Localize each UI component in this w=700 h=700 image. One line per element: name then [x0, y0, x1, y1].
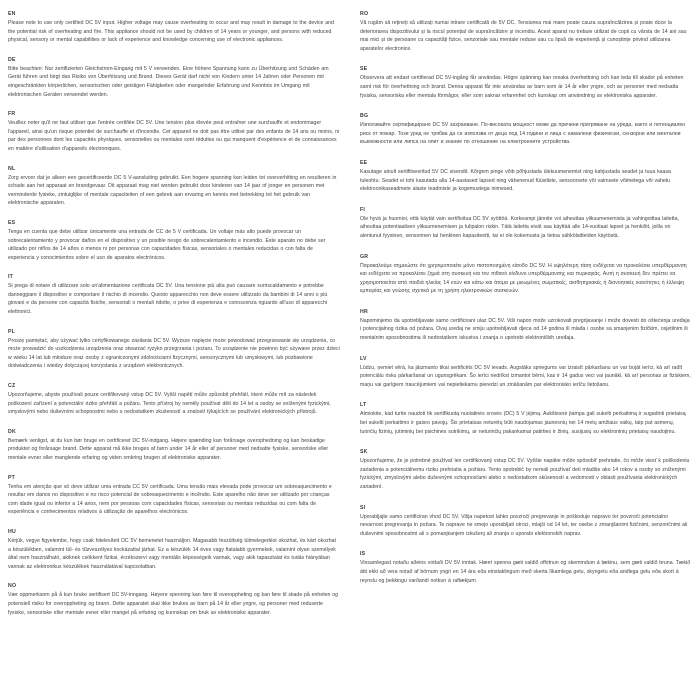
- language-code: ES: [8, 219, 16, 226]
- warning-text: Παρακαλούμε σημειώστε ότι χρησιμοποιείτε μόνο πιστοποιημένη είσοδο DC 5V. Η υψηλότερη τάση ενδέχεται να προκαλέσει υπερθέρμανση και ενδέχεται να προκαλέσει ζημιά στη συσκευή και τον πιθανό κίνδυνο υπερθέρμανσης και πυρκαγιάς. Αυτή η συσκευή δεν πρέπει να χρησιμοποιείται από παιδιά ηλικίας 14 ετών και κάτω και άτομα με μειωμένες σωματικές, αισθητηριακές ή διανοητικές ικανότητες ή έλλειψη εμπειρίας και γνώσης σχετικά με τη χρήση ηλεκτρονικών συσκευών.: [360, 262, 687, 295]
- language-section-it: [8, 274, 340, 316]
- warning-text: Napominjemo da upotrebljavate samo certificirani ulaz DC 5V. Viši napon može uzrokovati pregrijavanje i može dovesti do oštećenja uređaja i potencijalnog rizika od požara. Ovaj uređaj ne smiju upotrebljavati djeca od 14 godina ili mlađa i osobe sa smanjenim fizičkim, osjetilnim ili mentalnim sposobnostima ili nedostatkom iskustva i znanja o upotrebi elektroničkih uređaja.: [360, 317, 690, 342]
- language-section-bg: [360, 113, 692, 147]
- warning-text: Използвайте сертифицирано DC 5V захранване. По-високата мощност може да причини прегряване на уреда, както и потенциален риск от пожар. Този уред не трябва да се използва от деца под 14 години и лица с намалени физически, сензорни или ментални възможности или липса на опит и знание по отношение на електронните устройства.: [360, 122, 686, 146]
- warning-text: Vinsamlegast notaðu aðeins vottaði DV 5V inntak. Hærri spenna gæti valdið ofhitnun og skemmdum á tækinu, sem gæti valdið bruna. Tækið átti ekki að vera notað af börnum yngri en 14 ára eða einstaklingum með skerta líkamlega getu, skyngetu eða andlega getu eða skort á reynslu og þekkingu varðandi notkun á raftækjum.: [360, 560, 691, 584]
- warning-text: Proszę pamiętać, aby używać tylko certyfikowanego zasilania DC 5V. Wyższe napięcie może powodować przegrzewanie się urządzenia, co może prowadzić do uszkodzenia urządzenia oraz stwarzać ryzyko przegrzania i pożaru. To urządzenie nie powinno być używane przez dzieci w wieku 14 lat lub młodsze oraz osoby z ograniczonymi zdolnościami fizycznymi, sensorycznymi lub umysłowymi, lub pozbawione doświadczenia i wiedzy dotyczącej korzystania z urządzeń elektronicznych.: [8, 337, 340, 370]
- language-code: IS: [360, 551, 366, 558]
- warning-text: Bemærk venligst, at du kun bør bruge en certificeret DC 5V-indgang. Højere spænding kan forårsage overophedning og kan beskadige produktet og forårsage brand. Dette apparat må ikke bruges af børn under 14 år eller af personer med nedsatte fysiske, sensoriske eller mentale evner eller manglende erfaring og viden omkring brugen af elektroniske apparater.: [8, 437, 329, 461]
- warning-text: Kérjük, vegye figyelembe, hogy csak hitelesített DC 5V bemenetet használjon. Magasabb feszültség túlmelegedést okozhat, és kárt okozhat a készülékben, valamint túl- és tűzveszélyes kockázattal járhat. Ez a készülék 14 éves vagy fiatalabb gyermekek, valamint olyan személyek által nem használható, akiknek csökkent fizikai, érzékszervi vagy mentális képességeik vannak, vagy akik tapasztalat és tudás hiányában vannak az elektronikus készülékek használatával kapcsolatban.: [8, 537, 336, 570]
- language-section-se: [360, 66, 692, 100]
- language-code: EE: [360, 159, 368, 166]
- warning-text: Zorg ervoor dat je alleen een gecertificeerde DC 5 V-aansluiting gebruikt. Een hogere spanning kan leiden tot oververhitting en resulteren in schade aan het apparaat en brandgevaar. Dit apparaat mag niet worden gebruikt door kinderen van 14 jaar of jonger en personen met verminderde fysieke, zintuiglijke of mentale capaciteiten of een gebrek aan ervaring en kennis met betrekking tot het gebruik van elektronische apparaten.: [8, 174, 337, 207]
- left-column: [8, 11, 340, 700]
- language-code: CZ: [8, 383, 16, 390]
- language-code: LV: [360, 355, 367, 362]
- language-code: LT: [360, 402, 367, 409]
- language-section-ro: [360, 11, 692, 53]
- language-section-fr: [8, 111, 340, 153]
- right-column: [360, 11, 692, 700]
- language-code: SI: [360, 504, 366, 511]
- warning-text: Tenga en cuenta que debe utilizar únicamente una entrada de CC de 5 V certificada. Un voltaje más alto puede provocar un sobrecalentamiento y provocar daños en el dispositivo y un posible riesgo de sobrecalentamiento e incendio. Este aparato no debe ser utilizado por niños de 14 años o menos ni por personas con capacidades físicas, sensoriales o mentales reducidas o con falta de experiencia y conocimientos sobre el uso de aparatos electrónicos.: [8, 228, 326, 261]
- language-code: FR: [8, 111, 16, 118]
- language-section-hu: [8, 529, 340, 571]
- language-code: HR: [360, 308, 368, 315]
- warning-text: Uporabljajte samo certificiran vhod DC 5V. Višja napetost lahko povzroči pregrevanje in poškoduje napravo ter povzroči potencialno nevarnost pregrevanja in požara. Te naprave ne smejo uporabljati otroci, mlajši od 14 let, ter osebe z zmanjšanimi fizičnimi, senzoričnimi ali duševnimi sposobnostmi ali s pomanjkanjem izkušenj ali znanja o uporabi elektronskih naprav.: [360, 513, 688, 537]
- language-section-en: [8, 11, 340, 45]
- language-code: IT: [8, 274, 14, 281]
- warning-text: Kasutage ainult sertifitseeritud 5V DC sisendit. Kõrgem pinge võib põhjustada ülekuumenemist ning kahjustada seadet ja tuua kaasa tuleohtu. Seadet ei tohi kasutada alla 14-aastased lapsed ning vähenenud füüsiliste, sensoorsete või vaimsete võimetega või vahetu elektroonikaseadmete alaste teadmiste ja kogemustega inimesed.: [360, 168, 671, 193]
- language-section-sk: [360, 449, 692, 491]
- language-section-lv: [360, 356, 692, 390]
- warning-text: Please note to use only certified DC 5V input. Higher voltage may cause overheating to occur and may result in damage to the device and the potential risk of overheating and fire. This appliance should not be used by children of 14 years or younger, and persons with reduced physical, sensory or mental capabilities or lack of experience and knowledge concerning use of electronic appliances.: [8, 20, 334, 44]
- language-section-dk: [8, 429, 340, 463]
- language-section-fi: [360, 207, 692, 241]
- language-code: NO: [8, 583, 17, 590]
- warning-text: Lūdzu, ņemiet vērā, ka jāizmanto tikai sertificēts DC 5V ievads. Augstāks spriegums var izraisīt pārkaršanu un var bojāt ierīci, kā arī radīt potenciālu risku pārkaršanai un ugunsgrēkam. Šo ierīci nedrīkst izmantot bērni, kas ir 14 gadus veci vai jaunāki, kā arī personas ar fiziskiem, maņu vai garīgiem traucējumiem vai nepietiekamu pieredzi un zināšanām par elektronisko ierīču lietošanu.: [360, 364, 691, 388]
- warning-text: Si prega di notare di utilizzare solo un'alimentazione certificata DC 5V. Una tensione più alta può causare surriscaldamento e potrebbe danneggiare il dispositivo e comportare il rischio di incendio. Questo apparecchio non deve essere utilizzato da bambini di 14 anni o più giovani e da persone con capacità fisiche, sensoriali o mentali ridotte, o prive di esperienza e conoscenza riguardo all'uso di apparecchi elettronici.: [8, 283, 328, 316]
- language-section-pt: [8, 475, 340, 517]
- language-code: BG: [360, 113, 369, 120]
- language-section-nl: [8, 166, 340, 208]
- language-section-hr: [360, 309, 692, 343]
- language-code: SE: [360, 66, 368, 73]
- language-code: FI: [360, 206, 366, 213]
- language-section-gr: [360, 254, 692, 296]
- language-section-pl: [8, 329, 340, 371]
- warning-text: Atminkite, kad turite naudoti tik sertifikuotą nuolatinės srovės (DC) 5 V įėjimą. Aukštesnė įtampa gali sukelti perkaitimą ir sugadinti prietaisą bei sukelti perkaitimo ir gaisro pavojų. Šis prietaisas neturėtų būti naudojamas jaunesnių nei 14 metų amžiaus vaikų, taip pat asmenų, turinčių fizinių, jutiminių bei psichinės sutrikimų, ar neturinčių pakankamai patirties ir žinių, susijusių su elektroninių prietaisų naudojimu.: [360, 411, 686, 435]
- warning-text: Vă rugăm să rețineți să utilizați numai intrare certificată de 5V DC. Tensiunea mai mare poate cauza supraîncălzirea și poate duce la deteriorarea dispozitivului și la riscul potențial de supraîncălzire și incendiu. Acest aparat nu trebuie utilizat de copii cu vârsta de 14 ani sau mai mici și de persoane cu capacități fizice, senzoriale sau mentale reduse sau cu lipsă de experiență și cunoștințe privind utilizarea aparatelor electronice.: [360, 20, 687, 52]
- language-code: DE: [8, 56, 16, 63]
- language-code: PL: [8, 328, 16, 335]
- language-section-de: [8, 57, 340, 99]
- warning-text: Bitte beachten: Nur zertifizierten Gleichstrom-Eingang mit 5 V verwenden. Eine höhere Spannung kann zu Überhitzung und Schäden am Gerät führen und birgt das Risiko von Überhitzung und Brand. Dieses Gerät darf nicht von Kindern unter 14 Jahren oder Personen mit eingeschränkten körperlichen, sensorischen oder geistigen Fähigkeiten oder mangelnder Erfahrung und Kenntnis im Umgang mit elektronischen Geräten verwendet werden.: [8, 65, 329, 98]
- language-code: GR: [360, 253, 369, 260]
- language-code: SK: [360, 449, 368, 456]
- warning-text: Ole hyvä ja huomioi, että käytät vain sertifioitua DC 5V syöttöä. Korkeampi jännite voi aiheuttaa ylikuumenemista ja vahingoittaa laitetta, aiheuttaa potentiaalisen ylikuumenemisen ja tulipalon riskin. Tätä laitetta eivät saa käyttää alle 14-vuotiaat lapset ja henkilöt, joilla on alentunut fyysinen, sensorinen tai henkinen kapasiteetti, tai ei ole kokemusta ja tietoa sähkölaitteiden käytöstä.: [360, 215, 679, 239]
- warning-text: Vær oppmerksom på å kun bruke sertifisert DC 5V-inngang. Høyere spenning kan føre til overoppheting og kan føre til skade på enheten og potensiell risiko for overoppheting og brann. Dette apparatet skal ikke brukes av barn på 14 år eller yngre, og personer med reduserte fysiske, sensoriske eller mentale evner eller mangel på erfaring og kunnskap om bruk av elektroniske apparater.: [8, 592, 339, 616]
- warning-text: Tenha em atenção que só deve utilizar uma entrada CC 5V certificada. Uma tensão mais elevada pode provocar um sobreaquecimento e resultar em danos no dispositivo e no risco potencial de sobreaquecimento e incêndio. Este aparelho não deve ser utilizado por crianças com idade igual ou inferior a 14 anos, nem por pessoas com capacidades físicas, sensoriais ou mentais reduzidas ou com falta de experiência e conhecimentos relativos à utilização de aparelhos electrónicos.: [8, 483, 332, 516]
- language-section-si: [360, 505, 692, 539]
- warning-text: Upozorňujeme, abyste používali pouze certifikovaný vstup DC 5V. Vyšší napětí může způsobit přehřátí, které může mít za následek poškození zařízení a potenciální riziko přehřátí a požáru. Tento přístroj by neměly používat děti do 14 let a osoby se sníženými fyzickými, smyslovými nebo duševními schopnostmi nebo s nedostatkem zkušeností a znalostí týkajících se používání elektronických přístrojů.: [8, 392, 331, 416]
- language-code: EN: [8, 11, 16, 17]
- language-code: PT: [8, 474, 16, 481]
- warning-text: Upozorňujeme, že je potrebné používať len certifikovaný vstup DC 5V. Vyššie napätie môže spôsobiť prehriatie, čo môže viesť k poškodeniu zariadenia a potenciálnemu riziku prehriatia a požiaru. Tento spotrebič by nemali používať deti mladšie ako 14 rokov a osoby so zníženými fyzickými, zmyslovými alebo duševnými schopnosťami alebo s nedostatkom skúseností a vedomostí v oblasti používania elektronických zariadení.: [360, 458, 690, 490]
- language-section-cz: [8, 383, 340, 417]
- language-code: NL: [8, 165, 16, 172]
- language-code: RO: [360, 11, 369, 17]
- language-section-es: [8, 220, 340, 262]
- language-section-ee: [360, 160, 692, 194]
- warning-text: Veuillez noter qu'il ne faut utiliser que l'entrée certifiée DC 5V. Une tension plus élevée peut entraîner une surchauffe et endommager l'appareil, ainsi qu'un risque potentiel de surchauffe et d'incendie. Cet appareil ne doit pas être utilisé par des enfants de 14 ans ou moins, ni par des personnes dont les capacités physiques, sensorielles ou mentales sont réduites ou qui manquent d'expérience et de connaissances en matière d'utilisation d'appareils électroniques.: [8, 120, 340, 152]
- language-code: DK: [8, 428, 16, 435]
- language-section-no: [8, 583, 340, 617]
- warning-text: Observera att endast certifierad DC 5V-ingång får användas. Högre spänning kan orsaka överhettning och kan leda till skador på enheten samt risk för överhettning och brand. Denna apparat får inte användas av barn som är 14 år eller yngre, och av personer med nedsatta fysiska, sensoriska eller mentala förmågor, eller som saknar erfarenhet och kunskap om användning av elektroniska apparater.: [360, 75, 684, 99]
- language-section-lt: [360, 402, 692, 436]
- language-section-is: [360, 551, 692, 585]
- language-code: HU: [8, 528, 16, 535]
